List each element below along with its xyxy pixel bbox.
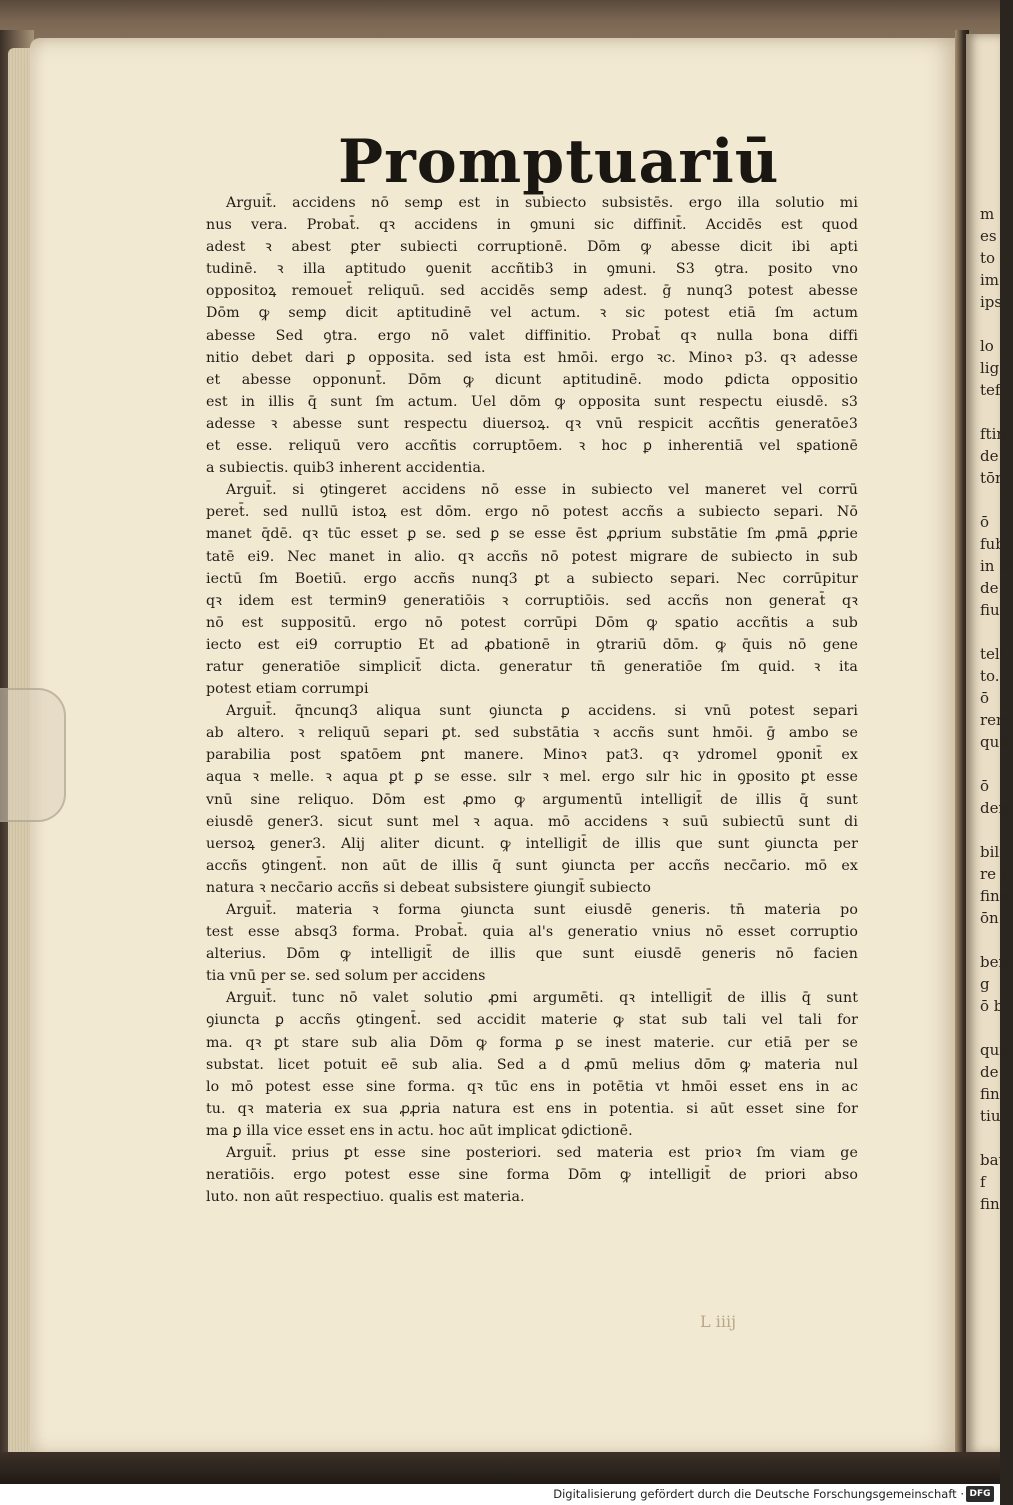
text-line: adesse ꝛ abesse sunt respectu diuersoꝝ. qꝛ vnū respicit accñtis generatōe3	[206, 415, 858, 432]
page-clip	[0, 688, 66, 822]
next-page-fragment: tiu	[980, 1107, 1001, 1125]
text-block	[206, 192, 858, 1208]
next-page-fragment: ōn	[980, 909, 999, 927]
text-line: Arguit̄. q̄ncunq3 aliqua sunt ꝯiuncta ꝑ accidens. si vnū potest separi	[226, 703, 858, 720]
next-page-fragment: ben	[980, 953, 1009, 971]
next-page-fragment: ips	[980, 293, 1003, 311]
footer-bar	[0, 1484, 1000, 1505]
next-page-fragment: fub	[980, 535, 1005, 553]
text-line: eiusdē gener3. sicut sunt mel ꝛ aqua. mō accidens ꝛ suū subiectū sunt di	[206, 813, 858, 830]
next-page-fragment: tell	[980, 645, 1005, 663]
next-page-fragment: bat	[980, 1151, 1005, 1169]
next-page-fragment: de	[980, 579, 999, 597]
text-line: tia vnū per se. sed solum per accidens	[206, 968, 486, 985]
text-line: ratur generatiōe simplicit̄ dicta. generatur tn̄ generatiōe ſm quid. ꝛ ita	[206, 658, 858, 675]
text-line: Arguit̄. materia ꝛ forma ꝯiuncta sunt eiusdē generis. tn̄ materia po	[226, 902, 858, 918]
text-line: ma ꝑ illa vice esset ens in actu. hoc aūt implicat ꝯdictionē.	[206, 1122, 633, 1139]
next-page-fragment: ō	[980, 689, 990, 707]
page-title: Promptuariū	[338, 127, 780, 197]
text-line: nus vera. Probat̄. qꝛ accidens in ꝯmuni sic diffinit̄. Accidēs est quod	[206, 217, 858, 234]
text-line: Arguit̄. tunc nō valet solutio ꝓmi argumēti. qꝛ intelligit̄ de illis q̄ sunt	[226, 990, 858, 1007]
text-line: accñs ꝯtingent̄. non aūt de illis q̄ sunt ꝯiuncta per accñs necc̄ario. mō ex	[206, 857, 858, 874]
text-line: vnū sine reliquo. Dōm est ꝓmo ꝙ argumentū intelligit̄ de illis q̄ sunt	[206, 791, 858, 808]
text-line: iecto est ei9 corruptio Et ad ꝓbationē in ꝯtrariū dōm. ꝙ q̄uis nō gene	[206, 636, 858, 653]
book-bottom-edge	[0, 1452, 1000, 1484]
text-line: nō est suppositū. ergo nō potest corrūpi Dōm ꝙ sꝑatio accñtis a sub	[206, 614, 858, 631]
text-line: test esse absq3 forma. Probat̄. quia al's generatio vnius nō esset corruptio	[206, 924, 858, 941]
next-page-fragment: fin	[980, 1085, 1000, 1103]
next-page-fragment: fine	[980, 887, 1009, 905]
text-line: Dōm ꝙ semꝑ dicit aptitudinē vel actum. ꝛ sic potest etiā ſm actum	[206, 305, 858, 322]
text-line: ꝯiuncta ꝑ accñs ꝯtingent̄. sed accidit materie ꝙ stat sub tali vel tali for	[206, 1012, 858, 1029]
text-line: Arguit̄. prius ꝑt esse sine posteriori. sed materia est prioꝛ ſm viam ge	[226, 1145, 858, 1162]
text-line: substat. licet potuit eē sub alia. Sed a d ꝓmū melius dōm ꝙ materia nul	[206, 1056, 858, 1073]
next-page-edge	[966, 34, 1013, 1454]
next-page-fragment: ō b	[980, 997, 1004, 1015]
next-page-fragment: bili	[980, 843, 1004, 861]
text-line: alterius. Dōm ꝙ intelligit̄ de illis que sunt eiusdē generis nō facien	[206, 946, 858, 963]
next-page-fragment: de	[980, 447, 999, 465]
next-page-fragment: rem	[980, 711, 1011, 729]
next-page-fragment: lig	[980, 359, 1000, 377]
text-line: tatē ei9. Nec manet in alio. qꝛ accñs nō potest migrare de subiecto in sub	[206, 548, 858, 565]
text-line: iectū ſm Boetiū. ergo accñs nunq3 ꝑt a subiecto separi. Nec corrūpitur	[206, 570, 858, 587]
text-line: et abesse opponunt̄. Dōm ꝙ dicunt aptitudinē. modo ꝑdicta oppositio	[206, 371, 858, 388]
text-line: tu. qꝛ materia ex sua ꝓꝓria natura est ens in potentia. si aūt esset sine for	[206, 1100, 858, 1117]
signature-mark: L iiij	[700, 1312, 737, 1331]
text-line: nitio debet dari ꝑ opposita. sed ista est hmōi. ergo ꝛc. Minoꝛ p3. qꝛ adesse	[206, 349, 858, 366]
text-line: ma. qꝛ ꝑt stare sub alia Dōm ꝙ forma ꝑ se inest materie. cur etiā per se	[206, 1034, 858, 1051]
next-page-fragment: tōn	[980, 469, 1005, 487]
text-line: Arguit̄. si ꝯtingeret accidens nō esse in subiecto vel maneret vel corrū	[226, 482, 858, 499]
text-line: lo mō potest esse sine forma. qꝛ tūc ens in potētia vt hmōi esset ens in ac	[206, 1078, 858, 1095]
next-page-fragment: to.	[980, 667, 1000, 685]
next-page-fragment: ō	[980, 513, 990, 531]
text-line: uersoꝝ gener3. Alij aliter dicunt. ꝙ intelligit̄ de illis que sunt ꝯiuncta per	[206, 835, 858, 852]
text-line: tudinē. ꝛ illa aptitudo ꝯuenit accñtib3 in ꝯmuni. S3 ꝯtra. posito vno	[206, 261, 858, 278]
next-page-fragment: lo	[980, 337, 994, 355]
next-page-fragment: de	[980, 1063, 999, 1081]
next-page-fragment: ftin	[980, 425, 1007, 443]
text-line: luto. non aūt respectiuo. qualis est materia.	[206, 1189, 525, 1206]
next-page-fragment: es	[980, 227, 997, 245]
next-page-fragment: g	[980, 975, 990, 993]
next-page-fragment: fin	[980, 1195, 1000, 1213]
next-page-fragment: qua	[980, 733, 1009, 751]
text-line: et esse. reliquū vero accñtis corruptōem. ꝛ hoc ꝑ inherentiā vel sꝑationē	[206, 438, 858, 455]
text-line: adest ꝛ abest ꝑter subiecti corruptionē. Dōm ꝙ abesse dicit ibi apti	[206, 239, 858, 256]
text-line: est in illis q̄ sunt ſm actum. Uel dōm ꝙ opposita sunt respectu eiusdē. s3	[206, 393, 858, 410]
next-page-fragment: re p	[980, 865, 1011, 883]
next-page-fragment: in al	[980, 557, 1013, 575]
text-line: ab altero. ꝛ reliquū separi ꝑt. sed substātia ꝛ accñs sunt hmōi. ḡ ambo se	[206, 725, 858, 742]
text-line: manet q̄dē. qꝛ tūc esset ꝑ se. sed ꝑ se esse ēst ꝓꝓrium substātie ſm ꝓmā ꝓꝓrie	[206, 526, 858, 543]
next-page-fragment: f	[980, 1173, 986, 1191]
text-line: potest etiam corrumpi	[206, 681, 369, 698]
next-page-fragment: m	[980, 205, 995, 223]
text-line: parabilia post sꝑatōem ꝑnt manere. Minoꝛ pat3. qꝛ ydromel ꝯponit̄ ex	[206, 747, 858, 764]
text-line: a subiectis. quib3 inherent accidentia.	[206, 460, 486, 477]
next-page-fragment: fiu	[980, 601, 1000, 619]
text-line: qꝛ idem est termin9 generatiōis ꝛ corruptiōis. sed accñs non generat̄ qꝛ	[206, 592, 858, 609]
next-page-fragment: tef	[980, 381, 1001, 399]
funding-credit: Digitalisierung gefördert durch die Deutsche Forschungsgemeinschaft ·	[553, 1487, 964, 1501]
text-line: abesse Sed ꝯtra. ergo nō valet diffinitio. Probat̄ qꝛ nulla bona diffi	[206, 327, 858, 344]
text-line: Arguit̄. accidens nō semꝑ est in subiecto subsistēs. ergo illa solutio mi	[226, 195, 858, 211]
next-page-fragment: im	[980, 271, 1000, 289]
dfg-logo: DFG	[966, 1486, 994, 1502]
next-page-fragment: ō	[980, 777, 990, 795]
text-line: neratiōis. ergo potest esse sine forma Dōm ꝙ intelligit̄ de priori abso	[206, 1167, 858, 1184]
next-page-fragment: to	[980, 249, 996, 267]
next-page-fragment: den	[980, 799, 1009, 817]
text-line: peret̄. sed nullū istoꝝ est dōm. ergo nō potest accñs a subiecto separi. Nō	[206, 504, 858, 521]
text-line: oppositoꝝ remouet̄ reliquū. sed accidēs semꝑ adest. ḡ nunq3 potest abesse	[206, 283, 858, 300]
next-page-fragment: quie	[980, 1041, 1013, 1059]
text-line: natura ꝛ necc̄ario accñs si debeat subsistere ꝯiungit̄ subiecto	[206, 879, 651, 896]
text-line: aqua ꝛ melle. ꝛ aqua ꝑt ꝑ se esse. sılr ꝛ mel. ergo sılr hic in ꝯposito ꝑt esse	[206, 769, 858, 786]
